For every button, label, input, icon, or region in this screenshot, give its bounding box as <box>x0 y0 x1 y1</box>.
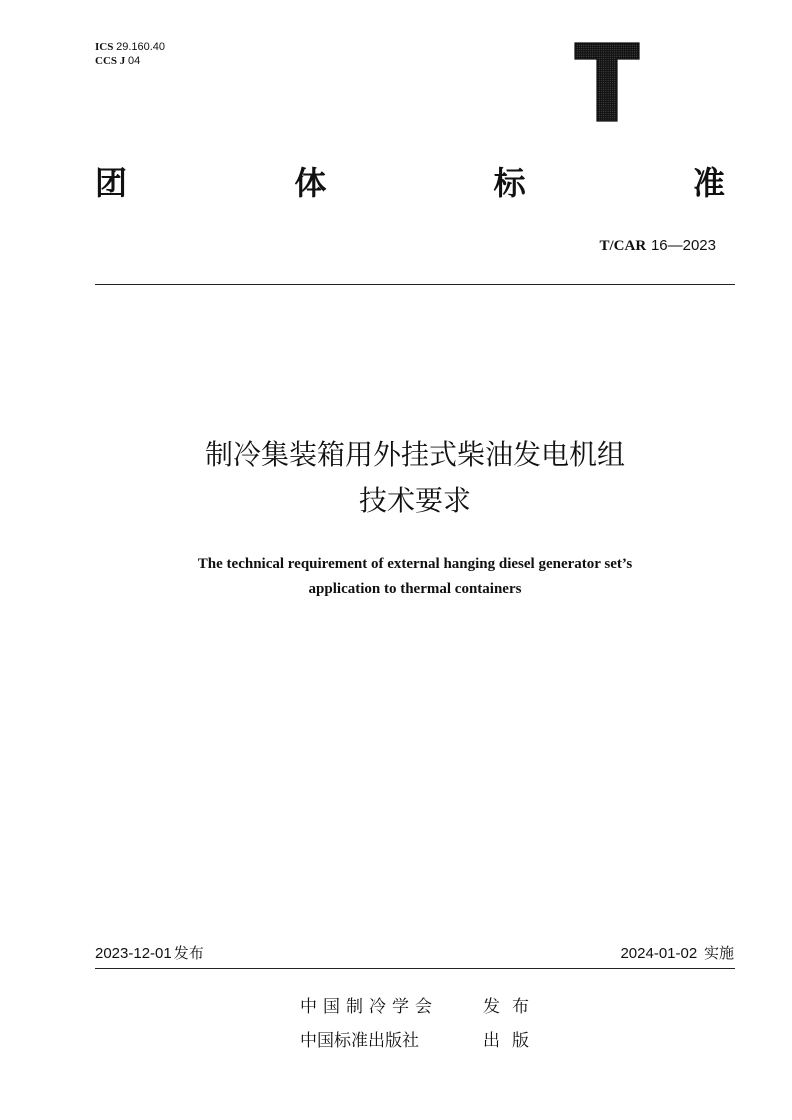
title-chinese-line1: 制冷集装箱用外挂式柴油发电机组 <box>204 438 625 471</box>
ccs-label: CCS J <box>95 55 126 67</box>
standard-t-logo-icon <box>574 42 640 122</box>
standard-number-value: 16—2023 <box>650 237 716 254</box>
implementation-date <box>620 943 734 964</box>
ics-label: ICS <box>95 41 114 53</box>
publishers <box>300 990 541 1058</box>
bottom-divider <box>95 968 735 969</box>
standard-type-char: 团 <box>95 164 128 202</box>
standard-type-heading <box>95 160 725 206</box>
standard-number <box>599 235 716 256</box>
issue-date-value: 2023-12-01 <box>95 945 172 962</box>
standard-type-char: 标 <box>493 164 526 202</box>
publisher-row <box>300 1024 541 1058</box>
title-chinese-line2: 技术要求 <box>358 484 471 517</box>
ccs-code: 04 <box>128 55 141 67</box>
title-chinese <box>95 432 735 524</box>
publisher-row <box>300 990 541 1024</box>
publisher-role: 出版 <box>483 1031 541 1051</box>
issue-date <box>95 943 204 964</box>
title-english <box>95 552 735 602</box>
standard-type-char: 体 <box>294 164 327 202</box>
title-english-line2: application to thermal containers <box>308 581 522 597</box>
ics-row <box>95 40 165 54</box>
issue-date-label: 发布 <box>173 944 204 962</box>
classification-codes <box>95 40 165 68</box>
publisher-name: 中国标准出版社 <box>300 1031 419 1051</box>
publisher-role: 发布 <box>483 997 541 1017</box>
ccs-row <box>95 54 165 68</box>
standard-number-prefix: T/CAR <box>599 238 647 254</box>
title-english-line1: The technical requirement of external hanging diesel generator set’s <box>197 556 633 572</box>
implementation-date-label: 实施 <box>703 944 734 962</box>
ics-code: 29.160.40 <box>116 41 166 53</box>
standard-type-char: 准 <box>692 164 725 202</box>
implementation-date-value: 2024-01-02 <box>620 945 698 962</box>
top-divider <box>95 284 735 285</box>
publisher-name: 中国制冷学会 <box>300 997 438 1017</box>
